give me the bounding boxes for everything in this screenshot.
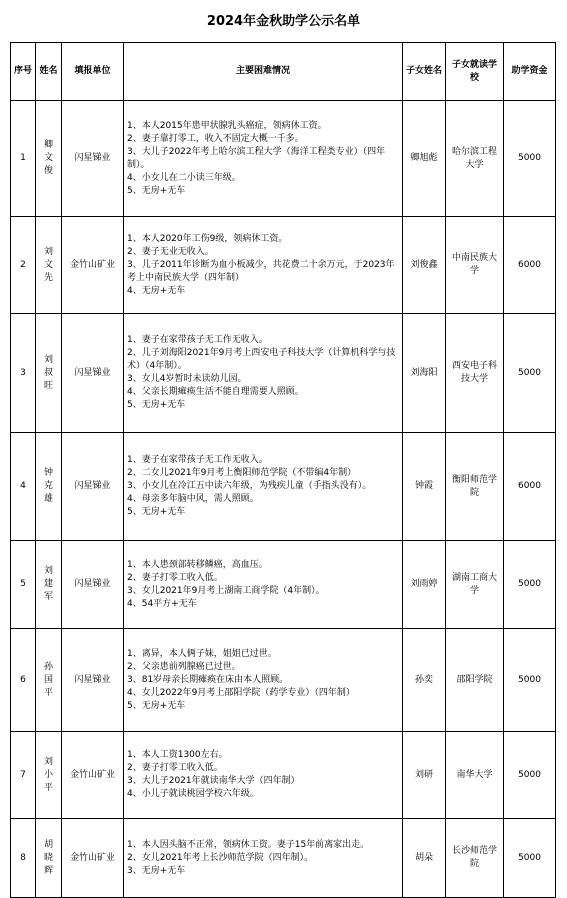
hardship-line: 3、女儿4岁暂时未读幼儿园。 <box>127 374 247 384</box>
table-row <box>11 314 556 433</box>
hardship-line: 5、无房+无车 <box>127 507 186 517</box>
reporting-unit: 金竹山矿业 <box>62 819 124 898</box>
hardship-line: 1、本人患颈部转移鳞癌，高血压。 <box>127 559 268 570</box>
hardship-line: 3、81岁母亲长期瘫痪在床由本人照顾。 <box>127 674 289 685</box>
row-number: 2 <box>11 217 36 314</box>
applicant-name-text: 刘文先 <box>43 246 53 283</box>
table-row <box>11 819 556 898</box>
applicant-name-text: 刘小平 <box>43 756 53 793</box>
hardship-line: 5、无房+无车 <box>127 700 186 711</box>
hardship-line: 4、母亲多年脑中风，需人照顾。 <box>127 494 259 504</box>
child-name: 刘研 <box>403 732 446 819</box>
hardship-details <box>124 314 403 433</box>
hardship-line: 2、二女儿2021年9月考上衡阳师范学院（不带编4年制） <box>127 468 357 478</box>
hardship-details <box>124 629 403 732</box>
row-number: 8 <box>11 819 36 898</box>
applicant-name <box>36 314 62 433</box>
hardship-details <box>124 732 403 819</box>
child-name: 孙奕 <box>403 629 446 732</box>
hardship-line: 1、离异，本人俩子妹，姐姐已过世。 <box>127 648 277 659</box>
header-situation: 主要困难情况 <box>124 43 403 101</box>
child-name: 钟霞 <box>403 433 446 541</box>
hardship-line: 2、妻子打零工收入低。 <box>127 763 223 773</box>
hardship-details <box>124 819 403 898</box>
applicant-name <box>36 541 62 629</box>
applicant-name-text: 孙国平 <box>43 661 53 698</box>
hardship-line: 3、无房+无车 <box>127 865 186 876</box>
row-number: 4 <box>11 433 36 541</box>
hardship-line: 4、小儿子就读桃园学校六年级。 <box>127 789 259 799</box>
hardship-line: 3、大儿子2022年考上哈尔滨工程大学（海洋工程类专业）（四年制）。 <box>127 146 386 170</box>
hardship-details <box>124 101 403 217</box>
hardship-line: 4、女儿2022年9月考上邵阳学院（药学专业）（四年制） <box>127 687 355 698</box>
applicant-name <box>36 217 62 314</box>
child-name: 刘雨婷 <box>403 541 446 629</box>
aid-amount: 5000 <box>504 732 556 819</box>
aid-table <box>10 42 556 898</box>
hardship-line: 1、本人工资1300左右。 <box>127 750 228 760</box>
child-school: 长沙师范学院 <box>446 819 504 898</box>
reporting-unit: 闪星锑业 <box>62 629 124 732</box>
aid-amount: 5000 <box>504 101 556 217</box>
aid-amount: 5000 <box>504 314 556 433</box>
child-school: 哈尔滨工程大学 <box>446 101 504 217</box>
hardship-line: 4、54平方+无车 <box>127 598 197 609</box>
applicant-name-text: 刘叔旺 <box>43 354 53 391</box>
reporting-unit: 闪星锑业 <box>62 541 124 629</box>
aid-amount: 5000 <box>504 629 556 732</box>
reporting-unit: 闪星锑业 <box>62 314 124 433</box>
hardship-line: 2、妻子打零工收入低。 <box>127 572 223 583</box>
header-name: 姓名 <box>36 43 62 101</box>
hardship-details <box>124 217 403 314</box>
table-row <box>11 732 556 819</box>
child-school: 邵阳学院 <box>446 629 504 732</box>
hardship-line: 2、父亲患前列腺癌已过世。 <box>127 661 241 672</box>
table-row <box>11 629 556 732</box>
hardship-details <box>124 541 403 629</box>
header-child-name: 子女姓名 <box>403 43 446 101</box>
row-number: 3 <box>11 314 36 433</box>
applicant-name <box>36 433 62 541</box>
applicant-name-text: 胡晓辉 <box>43 839 53 876</box>
table-row <box>11 101 556 217</box>
child-name: 胡朵 <box>403 819 446 898</box>
table-row <box>11 541 556 629</box>
hardship-line: 4、无房+无车 <box>127 285 186 296</box>
hardship-line: 1、妻子在家带孩子无工作无收入。 <box>127 455 268 465</box>
applicant-name-text: 刘建军 <box>43 566 53 602</box>
table-row <box>11 217 556 314</box>
aid-amount: 6000 <box>504 217 556 314</box>
row-number: 7 <box>11 732 36 819</box>
hardship-line: 5、无房+无车 <box>127 185 186 196</box>
header-amount: 助学资金 <box>504 43 556 101</box>
hardship-line: 1、本人因头脑不正常，领病休工资。妻子15年前离家出走。 <box>127 839 370 850</box>
child-name: 卿旭彪 <box>403 101 446 217</box>
hardship-line: 1、妻子在家带孩子无工作无收入。 <box>127 335 268 345</box>
hardship-line: 2、女儿2021年考上长沙师范学院（四年制）。 <box>127 852 314 863</box>
child-school: 湖南工商大学 <box>446 541 504 629</box>
child-school: 南华大学 <box>446 732 504 819</box>
child-name: 刘海阳 <box>403 314 446 433</box>
applicant-name <box>36 732 62 819</box>
reporting-unit: 金竹山矿业 <box>62 732 124 819</box>
child-school: 中南民族大学 <box>446 217 504 314</box>
applicant-name-text: 钟克雄 <box>43 468 53 504</box>
hardship-line: 1、本人2020年工伤9级，领病休工资。 <box>127 233 288 244</box>
table-row <box>11 433 556 541</box>
header-school: 子女就读学校 <box>446 43 504 101</box>
reporting-unit: 金竹山矿业 <box>62 217 124 314</box>
row-number: 6 <box>11 629 36 732</box>
hardship-line: 2、妻子靠打零工，收入不固定大概一千多。 <box>127 133 304 144</box>
hardship-line: 4、父亲长期瘫痪生活不能自理需要人照顾。 <box>127 387 304 397</box>
row-number: 5 <box>11 541 36 629</box>
applicant-name <box>36 629 62 732</box>
child-school: 衡阳师范学院 <box>446 433 504 541</box>
aid-amount: 5000 <box>504 819 556 898</box>
hardship-line: 3、小女儿在冷江五中读六年级，为残疾儿童（手指头没有）。 <box>127 481 372 491</box>
page-title: 2024年金秋助学公示名单 <box>206 14 361 29</box>
hardship-line: 1、本人2015年患甲状腺乳头癌症，领病休工资。 <box>127 120 327 131</box>
applicant-name <box>36 101 62 217</box>
hardship-line: 2、妻子无业无收入。 <box>127 246 214 257</box>
hardship-line: 2、儿子刘海阳2021年9月考上西安电子科技大学（计算机科学与技术）（4年制）。 <box>127 348 396 371</box>
hardship-line: 3、大儿子2021年就读南华大学（四年制） <box>127 776 300 786</box>
applicant-name <box>36 819 62 898</box>
header-no: 序号 <box>11 43 36 101</box>
hardship-line: 3、儿子2011年诊断为血小板减少，共花费二十余万元，于2023年考上中南民族大学（四年制） <box>127 259 395 283</box>
child-name: 刘俊鑫 <box>403 217 446 314</box>
reporting-unit: 闪星锑业 <box>62 433 124 541</box>
hardship-line: 3、女儿2021年9月考上湖南工商学院（4年制）。 <box>127 585 325 596</box>
aid-amount: 6000 <box>504 433 556 541</box>
applicant-name-text: 卿文俊 <box>43 140 53 176</box>
child-school: 西安电子科技大学 <box>446 314 504 433</box>
hardship-details <box>124 433 403 541</box>
reporting-unit: 闪星锑业 <box>62 101 124 217</box>
hardship-line: 4、小女儿在二小读三年级。 <box>127 172 241 183</box>
hardship-line: 5、无房+无车 <box>127 400 186 410</box>
header-row <box>11 43 556 101</box>
header-unit: 填报单位 <box>62 43 124 101</box>
row-number: 1 <box>11 101 36 217</box>
aid-amount: 5000 <box>504 541 556 629</box>
